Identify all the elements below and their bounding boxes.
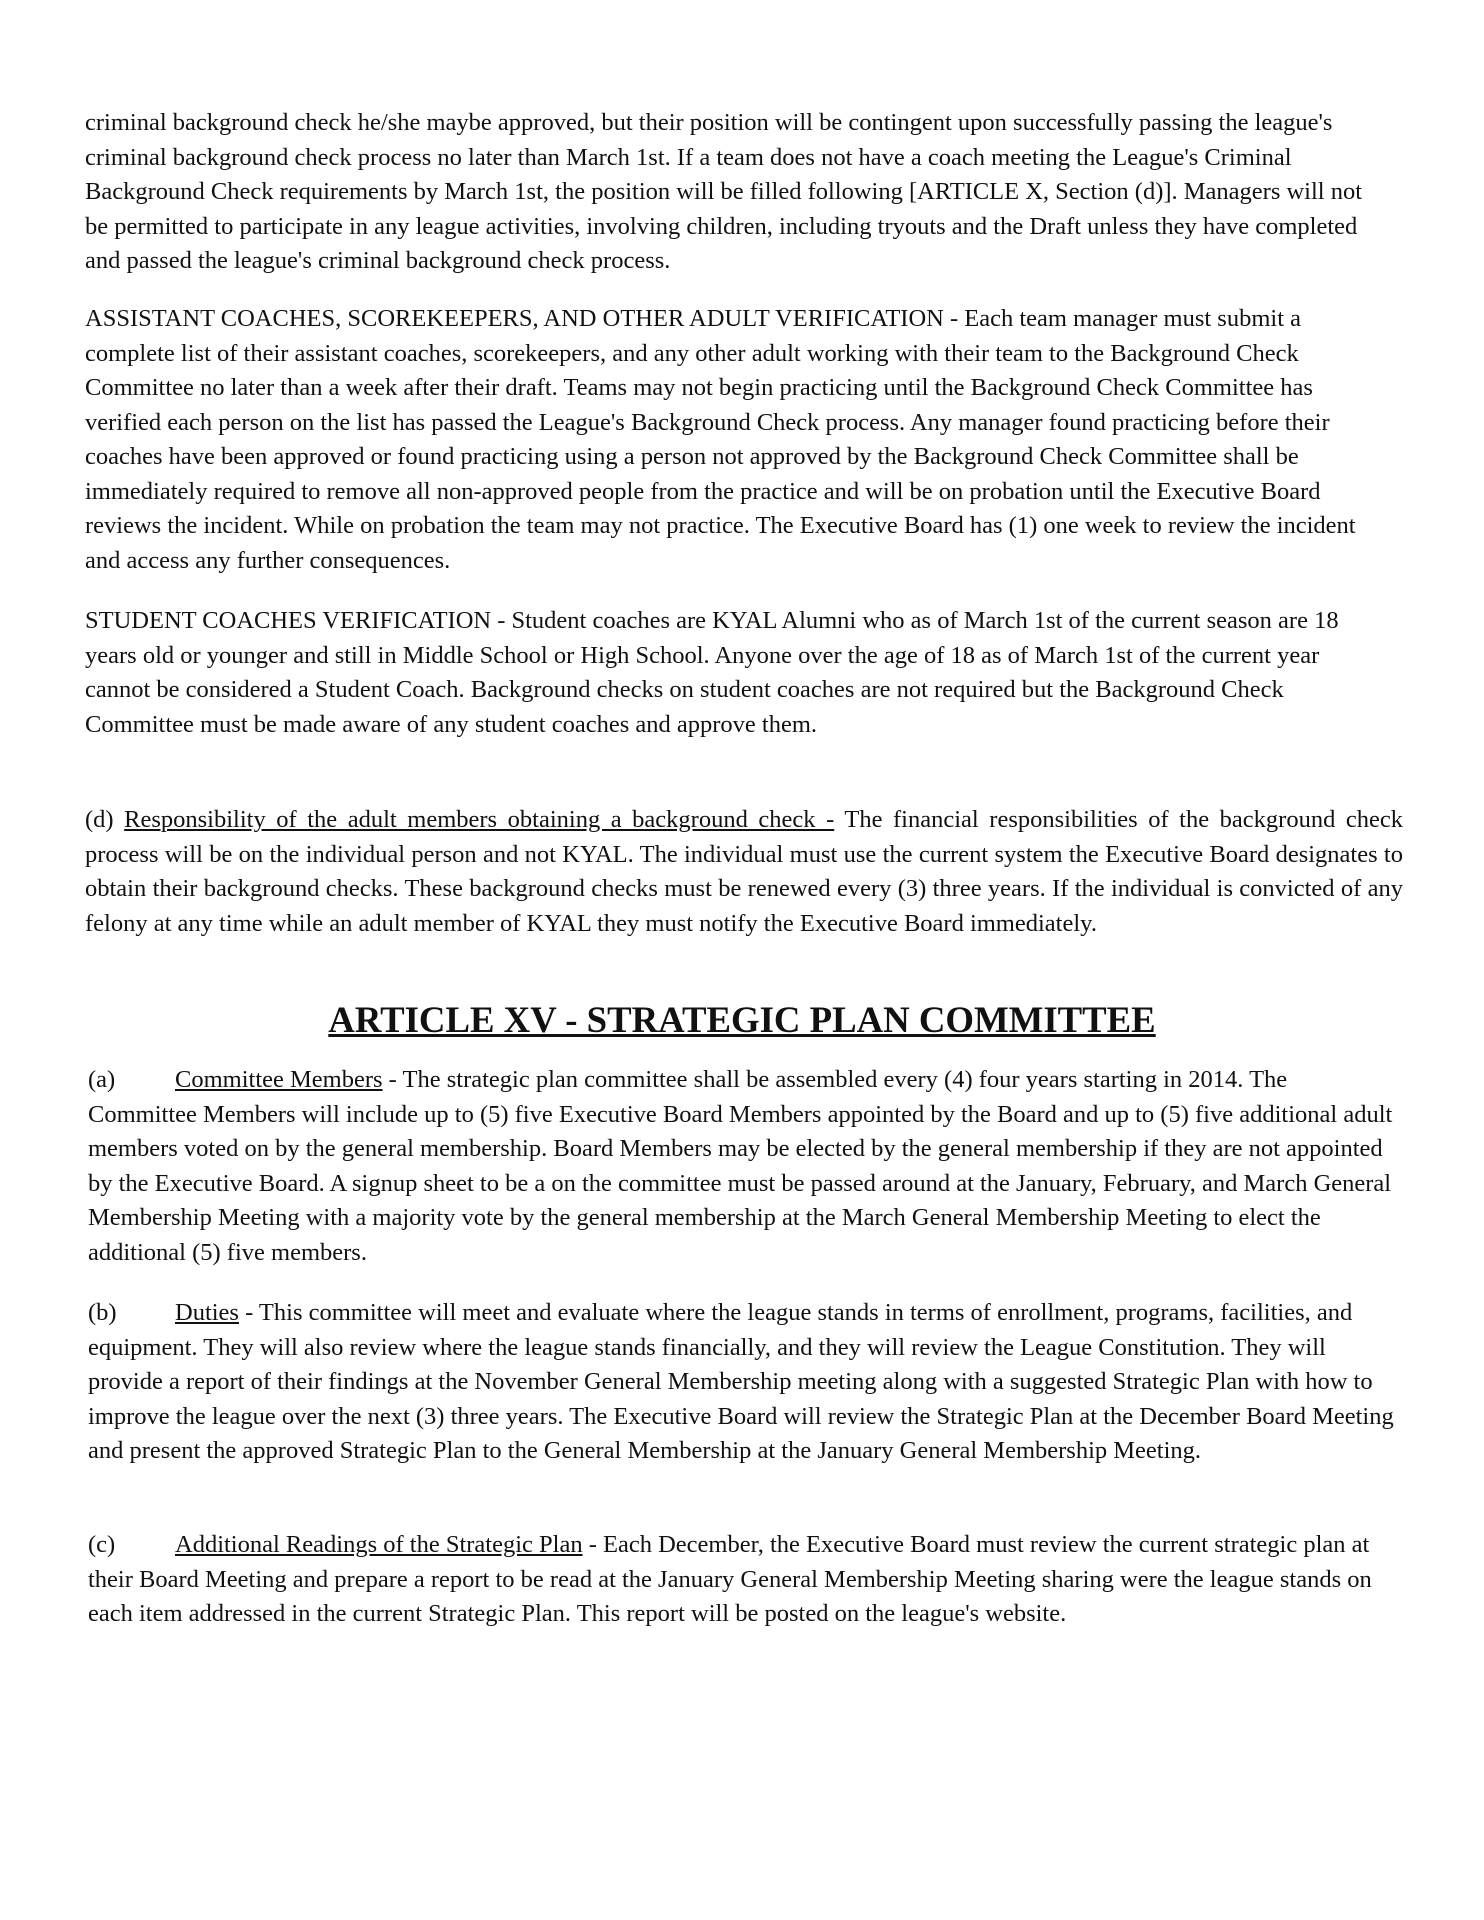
section-d-title: Responsibility of the adult members obtaining a background check - [124,806,835,833]
section-b [88,1296,1398,1469]
section-c-title: Additional Readings of the Strategic Plan [175,1531,583,1558]
section-c-label: (c) [88,1531,116,1558]
paragraph-student-coaches-verification: STUDENT COACHES VERIFICATION - Student coaches are KYAL Alumni who as of March 1st of the current season are 18 years old or younger and still in Middle School or High School. Anyone over the age of 18 as of March 1st of the current year cannot be considered a Student Coach. Background checks on student coaches are not required but the Background Check Committee must be made aware of any student coaches and approve them. [85,607,1339,738]
article-xv-heading: ARTICLE XV - STRATEGIC PLAN COMMITTEE [328,999,1156,1040]
section-a-text: - The strategic plan committee shall be assembled every (4) four years starting in 2014. The Committee Members will include up to (5) five Executive Board Members appointed by the Board and up to (5) five additional adult members voted on by the general membership. Board Members may be elected by the general membership if they are not appointed by the Executive Board. A signup sheet to be a on the committee must be passed around at the January, February, and March General Membership Meeting with a majority vote by the general membership at the March General Membership Meeting to elect the additional (5) five members. [88,1066,1393,1266]
section-b-label: (b) [88,1299,117,1326]
section-a-label: (a) [88,1066,116,1093]
section-b-text: - This committee will meet and evaluate where the league stands in terms of enrollment, programs, facilities, and equipment. They will also review where the league stands financially, and they will review the League Constitution. They will provide a report of their findings at the November General Membership meeting along with a suggested Strategic Plan with how to improve the league over the next (3) three years. The Executive Board will review the Strategic Plan at the December Board Meeting and present the approved Strategic Plan to the General Membership at the January General Membership Meeting. [88,1299,1394,1464]
section-a-title: Committee Members [175,1066,383,1093]
section-d-text: The financial responsibilities of the background check process will be on the individual person and not KYAL. The individual must use the current system the Executive Board designates to obtain their background checks. These background checks must be renewed every (3) three years. If the individual is convicted of any felony at any time while an adult member of KYAL they must notify the Executive Board immediately. [85,806,1404,937]
section-c-text: - Each December, the Executive Board must review the current strategic plan at their Board Meeting and prepare a report to be read at the January General Membership Meeting sharing were the league stands on each item addressed in the current Strategic Plan. This report will be posted on the league's website. [88,1531,1372,1627]
section-d [85,803,1403,941]
section-d-label: (d) [85,806,114,833]
section-c [88,1528,1398,1632]
paragraph-criminal-background-check: criminal background check he/she maybe approved, but their position will be contingent upon successfully passing the league's criminal background check process no later than March 1st. If a team does not have a coach meeting the League's Criminal Background Check requirements by March 1st, the position will be filled following [ARTICLE X, Section (d)]. Managers will not be permitted to participate in any league activities, involving children, including tryouts and the Draft unless they have completed and passed the league's criminal background check process. [85,109,1363,274]
section-b-title: Duties [175,1299,239,1326]
paragraph-assistant-coaches-verification: ASSISTANT COACHES, SCOREKEEPERS, AND OTHER ADULT VERIFICATION - Each team manager must submit a complete list of their assistant coaches, scorekeepers, and any other adult working with their team to the Background Check Committee no later than a week after their draft. Teams may not begin practicing until the Background Check Committee has verified each person on the list has passed the League's Background Check process. Any manager found practicing before their coaches have been approved or found practicing using a person not approved by the Background Check Committee shall be immediately required to remove all non-approved people from the practice and will be on probation until the Executive Board reviews the incident. While on probation the team may not practice. The Executive Board has (1) one week to review the incident and access any further consequences. [85,305,1356,574]
section-a [88,1063,1398,1270]
